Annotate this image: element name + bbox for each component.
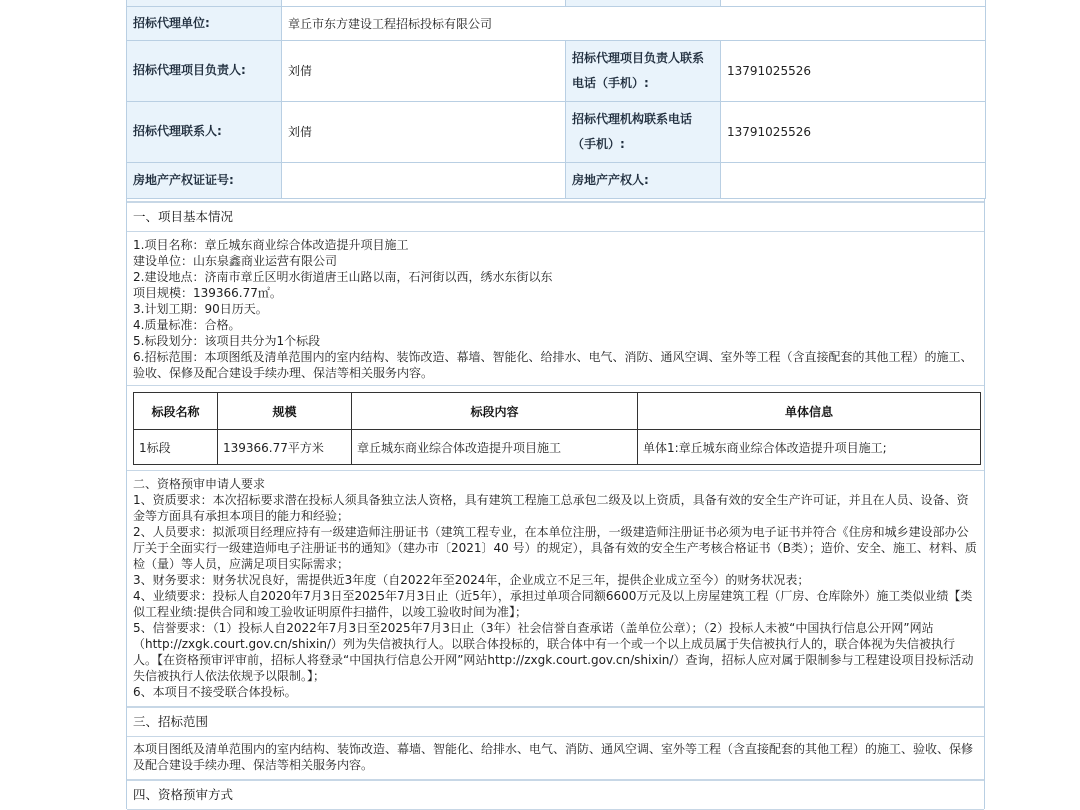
s1-line: 项目规模：139366.77㎡。 bbox=[133, 286, 282, 300]
segment-header: 标段内容 bbox=[352, 393, 638, 430]
agency-leader-label: 招标代理项目负责人: bbox=[127, 40, 282, 101]
section3-title: 三、招标范围 bbox=[127, 706, 984, 737]
table-row bbox=[134, 430, 981, 465]
agency-contact-value: 刘倩 bbox=[282, 101, 566, 162]
section4-title: 四、资格预审方式 bbox=[127, 779, 984, 810]
agency-label: 招标代理单位: bbox=[127, 6, 282, 40]
section2-body bbox=[127, 476, 984, 700]
s2-line: 3、财务要求：财务状况良好，需提供近3年度（自2022年至2024年，企业成立不足三年，提供企业成立至今）的财务状况表； bbox=[133, 573, 810, 587]
agency-contact-row bbox=[127, 101, 986, 162]
agency-phone-value: 13791025526 bbox=[721, 101, 986, 162]
agency-contact-label: 招标代理联系人: bbox=[127, 101, 282, 162]
property-owner-value bbox=[721, 162, 986, 198]
agency-value: 章丘市东方建设工程招标投标有限公司 bbox=[282, 6, 986, 40]
segment-cell: 单体1:章丘城东商业综合体改造提升项目施工; bbox=[638, 430, 981, 465]
divider bbox=[127, 385, 984, 386]
property-owner-label: 房地产产权人: bbox=[566, 162, 721, 198]
segment-header: 单体信息 bbox=[638, 393, 981, 430]
s1-line: 6.招标范围：本项图纸及清单范围内的室内结构、装饰改造、幕墙、智能化、给排水、电气、消防、通风空调、室外等工程（含直接配套的其他工程）的施工、验收、保修及配合建设手续办理、保洁等相关服务内容。 bbox=[133, 350, 973, 380]
s1-line: 4.质量标准：合格。 bbox=[133, 318, 241, 332]
section1-title: 一、项目基本情况 bbox=[127, 201, 984, 232]
section1-body bbox=[127, 237, 984, 381]
segment-header-row bbox=[134, 393, 981, 430]
segment-table bbox=[133, 392, 981, 465]
agency-leader-phone-value: 13791025526 bbox=[721, 40, 986, 101]
agency-row bbox=[127, 6, 986, 40]
divider bbox=[127, 470, 984, 471]
property-row bbox=[127, 162, 986, 198]
section3-body: 本项目图纸及清单范围内的室内结构、装饰改造、幕墙、智能化、给排水、电气、消防、通风空调、室外等工程（含直接配套的其他工程）的施工、验收、保修及配合建设手续办理、保洁等相关服务内容。 bbox=[133, 742, 974, 772]
agency-phone-label: 招标代理机构联系电话（手机）: bbox=[566, 101, 721, 162]
segment-cell: 章丘城东商业综合体改造提升项目施工 bbox=[352, 430, 638, 465]
segment-cell: 139366.77平方米 bbox=[218, 430, 352, 465]
agency-leader-value: 刘倩 bbox=[282, 40, 566, 101]
s1-line: 建设单位：山东泉鑫商业运营有限公司 bbox=[133, 254, 338, 268]
s1-line: 2.建设地点：济南市章丘区明水街道唐王山路以南，石河街以西，绣水东街以东 bbox=[133, 270, 553, 284]
agency-leader-phone-label: 招标代理项目负责人联系电话（手机）: bbox=[566, 40, 721, 101]
segment-header: 标段名称 bbox=[134, 393, 218, 430]
s2-line: 2、人员要求：拟派项目经理应持有一级建造师注册证书（建筑工程专业，在本单位注册，一级建造师注册证书必须为电子证书并符合《住房和城乡建设部办公厅关于全面实行一级建造师电子注册证书的通知》（建办市〔2021〕40 号）的规定），具备有效的安全生产考核合格证书（B类）；造价、安全、施工、材料、质检（量）等人员，应满足项目实际需求； bbox=[133, 525, 977, 571]
agency-info-table bbox=[126, 0, 986, 199]
s1-line: 5.标段划分：该项目共分为1个标段 bbox=[133, 334, 321, 348]
s2-line: 6、本项目不接受联合体投标。 bbox=[133, 685, 297, 699]
s2-line: 4、业绩要求：投标人自2020年7月3日至2025年7月3日止（近5年），承担过单项合同额6600万元及以上房屋建筑工程（厂房、仓库除外）施工类似业绩【类似工程业绩:提供合同和竣工验收证明原件扫描件，以竣工验收时间为准】； bbox=[133, 589, 973, 619]
property-cert-value bbox=[282, 162, 566, 198]
s1-line: 3.计划工期：90日历天。 bbox=[133, 302, 268, 316]
agency-leader-row bbox=[127, 40, 986, 101]
s1-line: 1.项目名称：章丘城东商业综合体改造提升项目施工 bbox=[133, 238, 409, 252]
document-container bbox=[126, 0, 985, 809]
s2-line: 1、资质要求：本次招标要求潜在投标人须具备独立法人资格，具有建筑工程施工总承包二级及以上资质，具备有效的安全生产许可证，并且在人员、设备、资金等方面具有承担本项目的能力和经验； bbox=[133, 493, 969, 523]
section2-title: 二、资格预审申请人要求 bbox=[133, 477, 266, 491]
property-cert-label: 房地产产权证证号: bbox=[127, 162, 282, 198]
s2-line: 5、信誉要求：（1）投标人自2022年7月3日至2025年7月3日止（3年）社会信誉自查承诺（盖单位公章）；（2）投标人未被“中国执行信息公开网”网站（http://zxgk.court.gov.cn/shixin/）列为失信被执行人。以联合体投标的，联合体中有一个或一个以上成员属于失信被执行人的，联合体视为失信被执行人。【在资格预审评审前，招标人将登录“中国执行信息公开网”网站http://zxgk.court.gov.cn/shixin/）查询，招标人应对属于限制参与工程建设项目投标活动失信被执行人依法依规予以限制。】； bbox=[133, 621, 974, 683]
segment-header: 规模 bbox=[218, 393, 352, 430]
segment-cell: 1标段 bbox=[134, 430, 218, 465]
